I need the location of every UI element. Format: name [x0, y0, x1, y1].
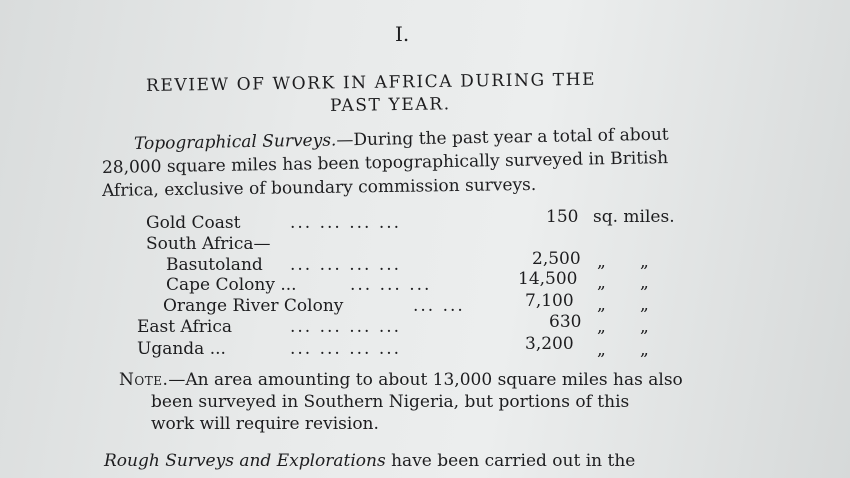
section-title-line2: PAST YEAR. — [329, 94, 451, 116]
table-row-leader-dots: ... ... ... — [350, 275, 432, 295]
section-title-line1: REVIEW OF WORK IN AFRICA DURING THE — [145, 69, 597, 96]
note-line2: been surveyed in Southern Nigeria, but portions of this — [151, 392, 630, 412]
ditto-mark: „ — [640, 317, 649, 337]
table-row-label: Cape Colony ... — [166, 275, 297, 295]
note-line3: work will require revision. — [151, 414, 379, 434]
table-row-label: South Africa— — [146, 234, 271, 254]
show-through-mark — [335, 34, 342, 58]
note-label: Note. — [119, 370, 169, 390]
rough-surveys-line — [104, 451, 635, 471]
note-line1 — [119, 370, 683, 390]
table-row-label: Orange River Colony — [163, 296, 344, 316]
table-row-value: 630 — [549, 312, 582, 332]
ditto-mark: „ — [640, 252, 649, 272]
note-line1-rest: —An area amounting to about 13,000 square miles has also — [168, 370, 683, 390]
table-row-label: Uganda ... — [137, 339, 226, 359]
ditto-mark: „ — [597, 273, 606, 293]
table-row-value: 7,100 — [525, 291, 574, 311]
rough-surveys-rest: have been carried out in the — [385, 451, 636, 471]
table-row-leader-dots: ... ... ... ... — [290, 255, 402, 275]
table-row-value: 14,500 — [518, 269, 578, 289]
table-row-leader-dots: ... ... ... ... — [290, 339, 402, 359]
intro-line1-rest: —During the past year a total of about — [336, 124, 669, 151]
section-numeral: I. — [395, 22, 410, 46]
table-row-value: 150 — [546, 207, 579, 227]
intro-line3: Africa, exclusive of boundary commission surveys. — [101, 174, 537, 201]
ditto-mark: „ — [597, 295, 606, 315]
table-row-label: East Africa — [137, 317, 232, 337]
ditto-mark: „ — [640, 295, 649, 315]
table-row-value: 2,500 — [532, 249, 581, 269]
intro-line2: 28,000 square miles has been topographically surveyed in British — [101, 148, 669, 178]
table-row-label: Gold Coast — [146, 213, 241, 233]
ditto-mark: „ — [597, 317, 606, 337]
intro-lead-italic: Topographical Surveys. — [133, 130, 337, 154]
ditto-mark: „ — [640, 273, 649, 293]
table-row-unit: sq. miles. — [593, 207, 675, 227]
table-row-leader-dots: ... ... ... ... — [290, 213, 402, 233]
table-row-value: 3,200 — [525, 334, 574, 354]
ditto-mark: „ — [597, 252, 606, 272]
table-row-leader-dots: ... ... ... ... — [290, 317, 402, 337]
rough-surveys-lead-italic: Rough Surveys and Explorations — [104, 451, 386, 471]
table-row-label: Basutoland — [166, 255, 263, 275]
ditto-mark: „ — [597, 340, 606, 360]
ditto-mark: „ — [640, 340, 649, 360]
table-row-leader-dots: ... ... — [413, 296, 465, 316]
